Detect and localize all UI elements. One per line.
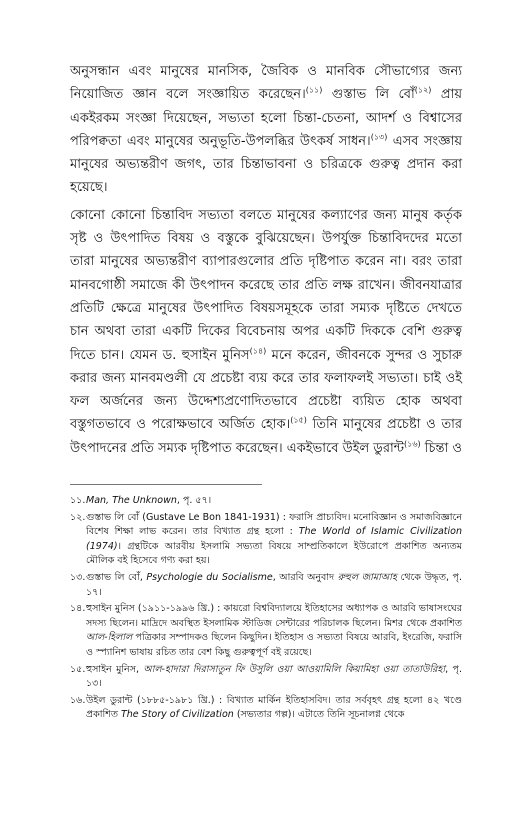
p1-text-a: অনুসন্ধান এবং মানুষের মানসিক, জৈবিক ও মানবিক সৌভাগ্যের জন্য নিয়োজিত জ্ঞান বলে সংজ্ঞায়িত করেছেন। [70, 64, 462, 103]
footnote-text: হুসাইন মুনিস, [86, 663, 144, 675]
footnote-text: , আরবি অনুবাদ [272, 571, 338, 583]
p1-text-d: এসব সংজ্ঞায় মানুষের অভ্যন্তরীণ জগৎ, তার চিন্তাভাবনা ও চরিত্রকে গুরুত্ব প্রদান করা হয়েছে। [70, 133, 462, 196]
footnote-12 [70, 511, 462, 569]
footnote-text: । গ্রন্থটিকে আরবীয় ইসলামি সভ্যতা বিষয়ে সাম্প্রতিকালে ইউরোপে প্রকাশিত অন্যতম মৌলিক বই হিসেবে গণ্য করা হয়। [86, 540, 462, 567]
footnote-ref-13: (১৩) [370, 132, 388, 142]
footnote-ref-14: (১৪) [249, 346, 267, 356]
footnote-number: ১৬. [70, 694, 86, 706]
p2-text-c: তিনি মানুষের প্রচেষ্টা ও তার উৎপাদনের প্রতি সম্যক দৃষ্টিপাত করেছেন। একইভাবে উইল ডুরান্ট [70, 417, 462, 456]
footnote-text: থেকে উদ্ধৃত, পৃ. ১৭। [86, 571, 462, 598]
footnote-book-title: Man, The Unknown [86, 495, 177, 506]
footnote-14 [70, 602, 462, 660]
footnote-11 [70, 494, 462, 509]
footnote-ref-16: (১৬) [404, 439, 421, 449]
paragraph-1 [70, 60, 462, 200]
footnote-book-title: Psychologie du Socialisme [146, 571, 273, 583]
footnote-number: ১২. [70, 511, 86, 523]
footnote-book-title: রুহুল জামাআহ [337, 571, 397, 583]
footnote-periodical-title: আল-হিলাল [86, 632, 133, 644]
paragraph-2 [70, 204, 462, 460]
footnote-ref-15: (১৫) [290, 416, 307, 426]
footnote-number: ১৩. [70, 571, 86, 583]
footnote-text: উইল ডুরান্ট (১৮৮৫-১৯৮১ খ্রি.) : বিখ্যাত মার্কিন ইতিহাসবিদ। তার সর্ববৃহৎ গ্রন্থ হলো ৪২ খণ্ডে প্রকাশিত [86, 694, 462, 721]
footnote-text: হুসাইন মুনিস (১৯১১-১৯৯৬ খ্রি.) : কায়রো বিশ্ববিদ্যালয়ে ইতিহাসের অধ্যাপক ও আরবি ভাষাসংঘের সদস্য ছিলেন। মাদ্রিদে অবস্থিত ইসলামিক স্টাডিজ সেন্টারের পরিচালক ছিলেন। মিশর থেকে প্রকাশিত [86, 603, 462, 629]
footnote-text: গুস্তাভ লি বোঁ (Gustave Le Bon 1841-1931) : ফরাসি প্রাচ্যবিদ। মনোবিজ্ঞান ও সমাজবিজ্ঞানে বিশেষ শিক্ষা লাভ করেন। তার বিখ্যাত গ্রন্থ হলো : [86, 511, 462, 538]
footnote-separator [70, 484, 262, 485]
footnote-book-title: The Story of Civilization [120, 709, 234, 721]
footnote-15 [70, 663, 462, 692]
p2-text-d: চিন্তা ও [420, 440, 462, 456]
footnotes [70, 494, 462, 725]
p1-text-c: প্রায় একইরকম সংজ্ঞা দিয়েছেন, সভ্যতা হলো চিন্তা-চেতনা, আদর্শ ও বিশ্বাসের পরিপক্বতা এবং মানুষের অনুভূতি-উপলব্ধির উৎকর্ষ সাধন। [70, 87, 463, 149]
footnote-ref-11: (১১) [305, 85, 323, 95]
footnote-16 [70, 694, 462, 723]
footnote-ref-12: (১২) [414, 85, 432, 95]
p2-text-b: মনে করেন, জীবনকে সুন্দর ও সুচারু করার জন্য মানবমণ্ডলী যে প্রচেষ্টা ব্যয় করে তার ফলাফলই সভ্যতা। চাই ওই ফল অর্জনের জন্য উদ্দেশ্যপ্রণোদিতভাবে প্রচেষ্টা ব্যয়িত হোক অথবা বস্তুগতভাবে ও পরোক্ষভাবে অর্জিত হোক। [70, 347, 462, 433]
footnote-number: ১৪. [70, 603, 86, 615]
footnote-book-title: আল-হাদারা দিরাসাতুন ফি উসুলি ওয়া আওয়ামিলি কিয়ামিহা ওয়া তাতাউরিহা [143, 663, 446, 675]
footnote-number: ১১. [70, 495, 86, 506]
footnote-number: ১৫. [70, 663, 86, 675]
p2-text-a: কোনো কোনো চিন্তাবিদ সভ্যতা বলতে মানুষের কল্যাণের জন্য মানুষ কর্তৃক সৃষ্ট ও উৎপাদিত বিষয় ও বস্তুকে বুঝিয়েছেন। উপর্যুক্ত চিন্তাবিদদের মতো তারা মানুষের অভ্যন্তরীণ ব্যাপারগুলোর প্রতি দৃষ্টিপাত করেন না। বরং তারা মানবগোষ্ঠী সমাজে কী উৎপাদন করেছে তার প্রতি লক্ষ রাখেন। জীবনযাত্রার প্রতিটি ক্ষেত্রে মানুষের উৎপাদিত বিষয়সমূহকে তারা সম্যক দৃষ্টিতে দেখতে চান অথবা তারা একটি দিকের বিবেচনায় অপর একটি দিককে বেশি গুরুত্ব দিতে চান। যেমন ড. হুসাইন মুনিস [70, 207, 462, 363]
footnote-text: (সভ্যতার গল্প)। এটাতে তিনি সূচনালগ্ন থেকে [233, 709, 405, 721]
footnote-text: , পৃ. ৫৭। [176, 495, 212, 506]
footnote-text: , পৃ. ১৩। [86, 663, 462, 690]
footnote-text: পত্রিকার সম্পাদকও ছিলেন কিছুদিন। ইতিহাস ও সভ্যতা বিষয়ে আরবি, ইংরেজি, ফরাসি ও স্প্যানিশ ভাষায় রচিত তার বেশ কিছু গুরুত্বপূর্ণ বই রয়েছে। [86, 632, 462, 658]
footnote-book-title: The World of Islamic Civilization (1974) [86, 526, 462, 552]
main-text [70, 60, 462, 460]
footnote-13 [70, 571, 462, 600]
p1-text-b: গুস্তাভ লি বোঁ [322, 87, 415, 103]
footnote-text: গুস্তাভ লি বোঁ, [86, 571, 147, 583]
